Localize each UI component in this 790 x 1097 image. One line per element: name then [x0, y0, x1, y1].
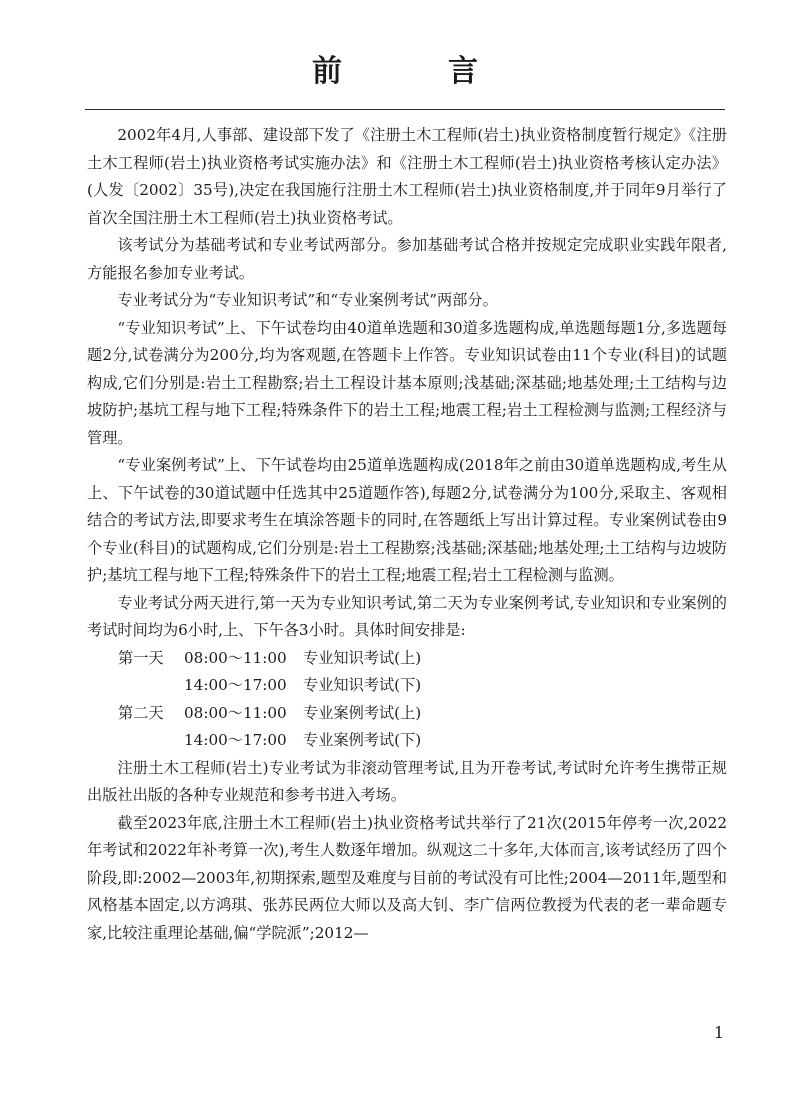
paragraph: 专业考试分为“专业知识考试”和“专业案例考试”两部分。 — [117, 291, 498, 309]
schedule-exam: 专业知识考试(下) — [303, 676, 422, 694]
schedule-row — [87, 700, 727, 728]
page-number: 1 — [713, 1023, 724, 1042]
schedule-row — [87, 672, 727, 700]
schedule-day — [87, 672, 184, 700]
schedule-row — [87, 645, 727, 673]
schedule-exam: 专业知识考试(上) — [303, 648, 422, 667]
schedule-time: 14:00～17:00 — [184, 731, 287, 749]
schedule-exam: 专业案例考试(下) — [303, 731, 422, 749]
paragraph: “专业知识考试”上、下午试卷均由40道单选题和30道多选题构成,单选题每题1分,多选题每题2分,试卷满分为200分,均为客观题,在答题卡上作答。专业知识试卷由11个专业(科目)的试题构成,它们分别是:岩土工程勘察;岩土工程设计基本原则;浅基础;深基础;地基处理;土工结构与边坡防护;基坑工程与地下工程;特殊条件下的岩土工程;地震工程;岩土工程检测与监测;工程经济与管理。 — [87, 318, 727, 447]
schedule-day: 第一天 — [118, 648, 164, 667]
page-title: 前 言 — [312, 54, 516, 89]
title-divider — [85, 109, 725, 110]
exam-schedule — [87, 645, 727, 755]
preface-body — [87, 122, 727, 947]
schedule-exam: 专业案例考试(上) — [303, 703, 422, 722]
paragraph: 专业考试分两天进行,第一天为专业知识考试,第二天为专业案例考试,专业知识和专业案例的考试时间均为6小时,上、下午各3小时。具体时间安排是: — [87, 593, 727, 639]
paragraph: 截至2023年底,注册土木工程师(岩土)执业资格考试共举行了21次(2015年停考一次,2022年考试和2022年补考算一次),考生人数逐年增加。纵观这二十多年,大体而言,该考试经历了四个阶段,即:2002—2003年,初期探索,题型及难度与目前的考试没有可比性;2004—2011年,题型和风格基本固定,以方鸿琪、张苏民两位大师以及高大钊、李广信两位教授为代表的老一辈命题专家,比较注重理论基础,偏“学院派”;2012— — [87, 813, 727, 942]
schedule-row — [87, 727, 727, 755]
schedule-day: 第二天 — [118, 703, 164, 722]
paragraph: 该考试分为基础考试和专业考试两部分。参加基础考试合格并按规定完成职业实践年限者,方能报名参加专业考试。 — [87, 236, 727, 282]
schedule-time: 08:00～11:00 — [184, 703, 287, 722]
schedule-day — [87, 727, 184, 755]
paragraph: 2002年4月,人事部、建设部下发了《注册土木工程师(岩土)执业资格制度暂行规定》《注册土木工程师(岩土)执业资格考试实施办法》和《注册土木工程师(岩土)执业资格考核认定办法》(人发〔2002〕35号),决定在我国施行注册土木工程师(岩土)执业资格制度,并于同年9月举行了首次全国注册土木工程师(岩土)执业资格考试。 — [87, 126, 727, 227]
paragraph: “专业案例考试”上、下午试卷均由25道单选题构成(2018年之前由30道单选题构成,考生从上、下午试卷的30道试题中任选其中25道题作答),每题2分,试卷满分为100分,采取主、客观相结合的考试方法,即要求考生在填涂答题卡的同时,在答题纸上写出计算过程。专业案例试卷由9个专业(科目)的试题构成,它们分别是:岩土工程勘察;浅基础;深基础;地基处理;土工结构与边坡防护;基坑工程与地下工程;特殊条件下的岩土工程;地震工程;岩土工程检测与监测。 — [87, 456, 727, 584]
schedule-time: 08:00～11:00 — [184, 648, 287, 667]
paragraph: 注册土木工程师(岩土)专业考试为非滚动管理考试,且为开卷考试,考试时允许考生携带正规出版社出版的各种专业规范和参考书进入考场。 — [87, 758, 727, 804]
schedule-time: 14:00～17:00 — [184, 676, 287, 694]
